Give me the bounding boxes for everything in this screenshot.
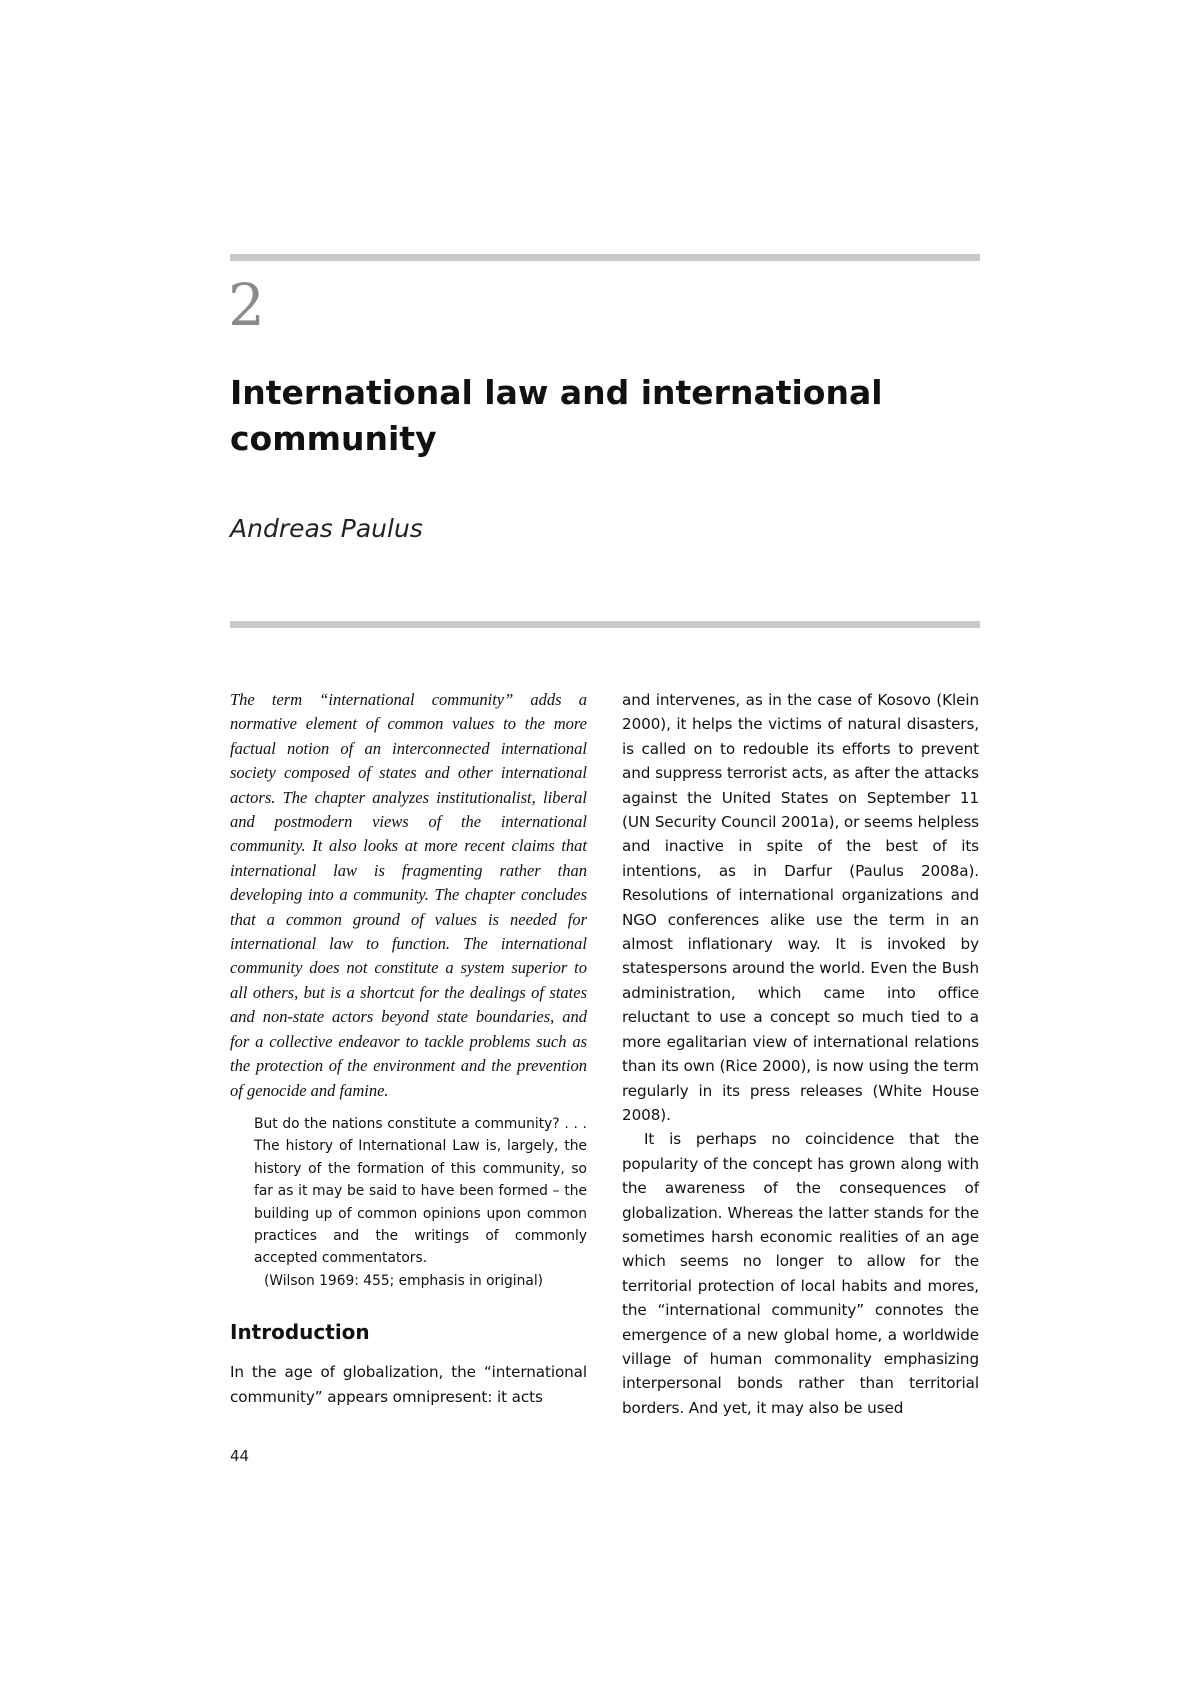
page-number: 44 (230, 1447, 250, 1465)
body-paragraph: and intervenes, as in the case of Kosovo (Klein 2000), it helps the victims of natural disasters, is called on to redouble its efforts to prevent and suppress terrorist acts, as after the attacks against the United States on September 11 (UN Security Council 2001a), or seems helpless and inactive in spite of the best of its intentions, as in Darfur (Paulus 2008a). Resolutions of international organizations and NGO conferences alike use the term in an almost inflationary way. It is invoked by statespersons around the world. Even the Bush administration, which came into office reluctant to use a concept so much tied to a more egalitarian view of international relations than its own (Rice 2000), is now using the term regularly in its press releases (White House 2008). (622, 691, 979, 1124)
chapter-title: International law and international community (230, 373, 883, 458)
right-column (622, 688, 979, 1420)
left-column (230, 688, 587, 1409)
chapter-number: 2 (228, 271, 265, 339)
author-name: Andreas Paulus (230, 514, 423, 543)
epigraph (254, 1113, 587, 1292)
top-rule (230, 254, 980, 261)
epigraph-text: But do the nations constitute a community? . . . The history of International Law is, largely, the history of the formation of this community, so far as it may be said to have been formed – the building up of common opinions upon common practices and the writings of commonly accepted commentators. (254, 1115, 587, 1267)
section-heading: Introduction (230, 1320, 370, 1345)
epigraph-citation: (Wilson 1969: 455; emphasis in original) (264, 1272, 544, 1289)
bottom-rule (230, 621, 980, 628)
body-paragraph: In the age of globalization, the “international community” appears omnipresent: it acts (230, 1363, 587, 1406)
abstract: The term “international community” adds a normative element of common values to the more factual notion of an interconnected international society composed of states and other international actors. The chapter analyzes institutionalist, liberal and postmodern views of the international community. It also looks at more recent claims that international law is fragmenting rather than developing into a community. The chapter concludes that a common ground of values is needed for international law to function. The international community does not constitute a system superior to all others, but is a shortcut for the dealings of states and non-state actors beyond state boundaries, and for a collective endeavor to tackle problems such as the protection of the environment and the prevention of genocide and famine. (230, 690, 587, 1100)
body-paragraph: It is perhaps no coincidence that the popularity of the concept has grown along with the awareness of the consequences of globalization. Whereas the latter stands for the sometimes harsh economic realities of an age which seems no longer to allow for the territorial protection of local habits and mores, the “international community” connotes the emergence of a new global home, a worldwide village of human commonality emphasizing interpersonal bonds rather than territorial borders. And yet, it may also be used (622, 1130, 979, 1417)
